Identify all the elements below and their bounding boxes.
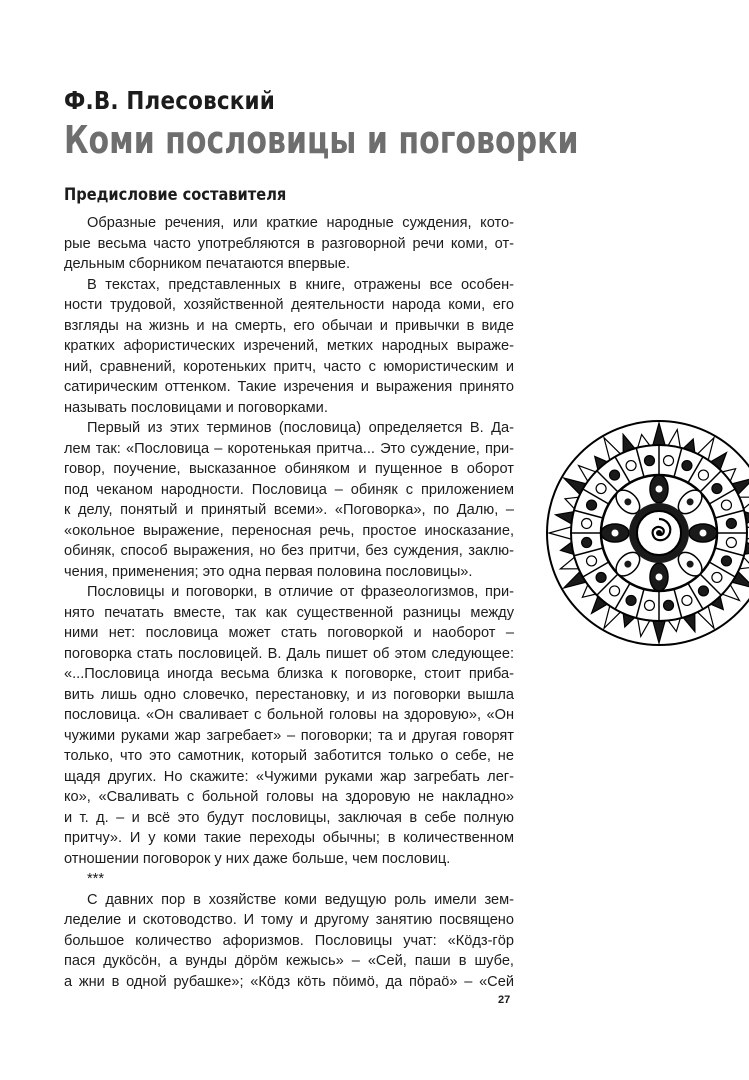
text-line: взгляды на жизнь и на смерть, его обычаи и привычки в виде xyxy=(64,317,514,334)
text-line: дельным сборником печатаются впервые. xyxy=(64,256,351,272)
text-line: пася дукӧсӧн, а вунды дӧрӧм кежысь» – «Сей, паши в шубе, xyxy=(64,953,514,969)
text-line: поговорка стать пословицей. В. Даль пишет об этом следующее: xyxy=(64,645,514,662)
text-line: отношении поговорок у них даже больше, чем пословиц. xyxy=(64,850,451,867)
text-line: сатирическим оттенком. Такие изречения и выражения принято xyxy=(64,379,514,395)
text-line: кратких афористических изречений, метких народных выраже- xyxy=(64,338,514,354)
text-line: ности трудовой, хозяйственной деятельности народа коми, его xyxy=(64,297,514,313)
text-line: и т. д. – и всё это будут пословицы, заключая в себе полную xyxy=(64,809,514,826)
section-heading: Предисловие составителя xyxy=(64,185,287,205)
text-line: чения, применения; это одна первая половина пословицы». xyxy=(64,563,473,580)
text-line: только, что это самотник, который заботится только о себе, не xyxy=(64,748,514,764)
text-line: под чеканом народности. Пословица – обиняк с приложением xyxy=(64,481,514,498)
text-line: Первый из этих терминов (пословица) определяется В. Да- xyxy=(87,420,514,436)
text-line: большое количество афоризмов. Пословицы учат: «Кӧдз-гӧр xyxy=(64,932,514,949)
text-line: ний, сравнений, коротеньких притч, часто с юмористическим и xyxy=(64,358,514,375)
text-line: «...Пословица иногда весьма близка к поговорке, стоит приба- xyxy=(64,666,514,682)
section-separator: *** xyxy=(87,871,105,887)
mandala-ornament-icon xyxy=(544,418,749,648)
text-line: В текстах, представленных в книге, отражены все особен- xyxy=(87,276,514,293)
text-line: притчу». И у коми такие переходы обычны; в количественном xyxy=(64,830,514,846)
page-number: 27 xyxy=(498,994,511,1006)
text-line: к делу, понятый и принятый всеми». «Поговорка», по Далю, – xyxy=(64,502,514,518)
text-line: чужими руками жар загребает» – поговорки; та и другая говорят xyxy=(64,727,514,744)
author-name: Ф.В. Плесовский xyxy=(64,86,276,115)
text-line: называть пословицами и поговорками. xyxy=(64,399,328,416)
text-line: леделие и скотоводство. И тому и другому занятию посвящено xyxy=(64,912,514,928)
text-line: С давних пор в хозяйстве коми ведущую роль имели зем- xyxy=(87,891,514,908)
text-line: говор, поучение, высказанное обиняком и пущенное в оборот xyxy=(64,461,514,477)
text-line: щадя других. Но скажите: «Чужими руками жар загребать лег- xyxy=(64,768,514,785)
text-line: а жни в одной рубашке»; «Кӧдз кӧть пӧимӧ, да пӧраӧ» – «Сей xyxy=(64,973,514,990)
body-text xyxy=(64,213,514,992)
text-line: ко», «Сваливать с больной головы на здоровую не накладно» xyxy=(64,789,514,805)
text-line: Образные речения, или краткие народные суждения, кото- xyxy=(87,215,514,231)
text-line: лем так: «Пословица – коротенькая притча... Это суждение, при- xyxy=(64,440,514,457)
text-line: пословица. «Он сваливает с больной головы на здоровую», «Он xyxy=(64,707,514,723)
text-line: обиняк, способ выражения, но без притчи, без суждения, заклю- xyxy=(64,543,514,559)
text-line: ними нет: пословица может стать поговоркой и наоборот – xyxy=(64,625,514,641)
text-line: «окольное выражение, переносная речь, простое иносказание, xyxy=(64,522,514,539)
text-line: нято печатать вместе, так как существенной разницы между xyxy=(64,604,514,621)
text-line: Пословицы и поговорки, в отличие от фразеологизмов, при- xyxy=(87,584,514,600)
chapter-title: Коми пословицы и поговорки xyxy=(64,118,579,162)
text-line: вить лишь одно словечко, перестановку, и из поговорки вышла xyxy=(64,686,514,703)
text-line: рые весьма часто употребляются в разговорной речи коми, от- xyxy=(64,235,514,252)
